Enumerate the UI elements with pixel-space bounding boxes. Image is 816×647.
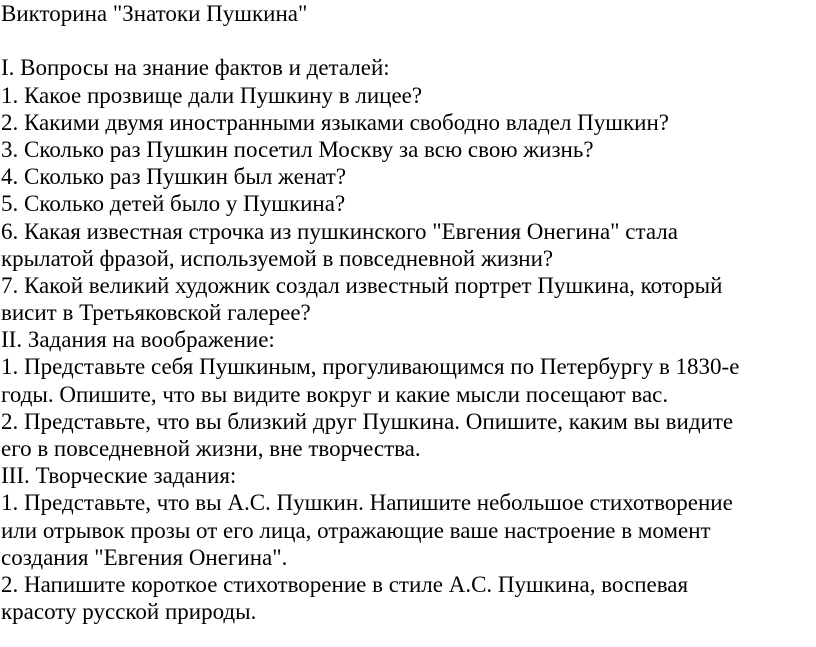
- task-3-1-line-3: создания "Евгения Онегина".: [1, 544, 288, 570]
- task-2-2-line-2: его в повседневной жизни, вне творчества.: [1, 436, 421, 461]
- task-2-1-line-2: годы. Опишите, что вы видите вокруг и какие мысли посещают вас.: [1, 381, 669, 407]
- document-body: [1, 0, 813, 625]
- question-1: 1. Какое прозвище дали Пушкину в лицее?: [1, 82, 423, 108]
- task-3-2-line-2: красоту русской природы.: [1, 599, 257, 625]
- task-2-2-line-1: 2. Представьте, что вы близкий друг Пушкина. Опишите, каким вы видите: [1, 408, 734, 434]
- question-7-line-2: висит в Третьяковской галерее?: [1, 300, 311, 326]
- question-3: 3. Сколько раз Пушкин посетил Москву за всю свою жизнь?: [1, 136, 594, 162]
- task-3-1-line-1: 1. Представьте, что вы А.С. Пушкин. Напишите небольшое стихотворение: [1, 490, 733, 516]
- task-2-1-line-1: 1. Представьте себя Пушкиным, прогуливающимся по Петербургу в 1830-е: [1, 354, 740, 380]
- task-3-1-line-2: или отрывок прозы от его лица, отражающие ваше настроение в момент: [1, 517, 711, 543]
- question-6-line-1: 6. Какая известная строчка из пушкинского "Евгения Онегина" стала: [1, 218, 678, 244]
- section-1-heading: I. Вопросы на знание фактов и деталей:: [1, 55, 390, 81]
- question-5: 5. Сколько детей было у Пушкина?: [1, 191, 346, 217]
- question-2: 2. Какими двумя иностранными языками свободно владел Пушкин?: [1, 109, 669, 135]
- task-3-2-line-1: 2. Напишите короткое стихотворение в стиле А.С. Пушкина, воспевая: [1, 571, 689, 597]
- section-3-heading: III. Творческие задания:: [1, 463, 237, 489]
- document-title: Викторина "Знатоки Пушкина": [1, 1, 308, 26]
- question-6-line-2: крылатой фразой, используемой в повседневной жизни?: [1, 245, 554, 271]
- section-2-heading: II. Задания на воображение:: [1, 327, 275, 353]
- question-7-line-1: 7. Какой великий художник создал известный портрет Пушкина, который: [1, 272, 723, 298]
- question-4: 4. Сколько раз Пушкин был женат?: [1, 164, 347, 190]
- blank-line: [1, 27, 813, 54]
